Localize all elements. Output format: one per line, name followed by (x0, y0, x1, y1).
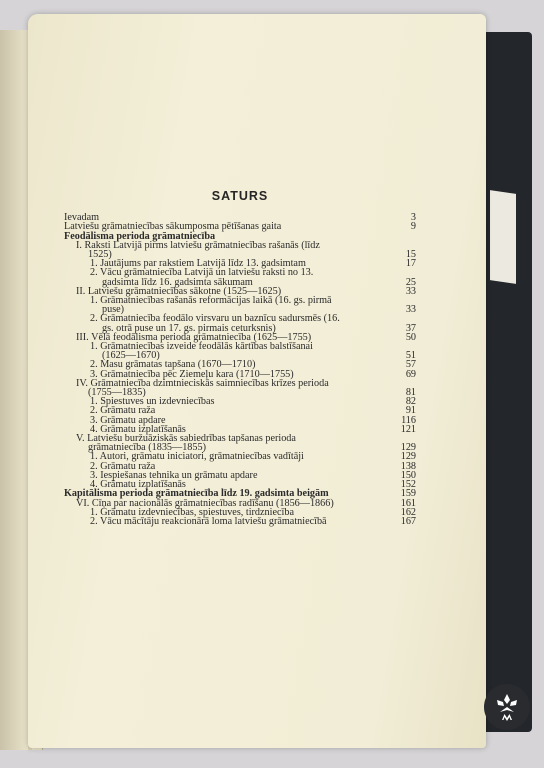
toc-page-number: 50 (405, 331, 416, 343)
toc-entry-text: VI. Cīņa par nacionālās grāmatniecības radīšanu (1856—1866) (76, 497, 334, 509)
toc-page-number: 162 (400, 506, 416, 518)
toc-page-number: 3 (410, 212, 416, 224)
toc-entry-text: Kapitālisma perioda grāmatniecība līdz 19. gadsimta beigām (64, 488, 329, 500)
toc-page-number: 69 (405, 368, 416, 380)
toc-entry-text: 4. Grāmatu izplatīšanās (90, 423, 186, 435)
toc-page-number: 81 (405, 387, 416, 399)
toc-entries (64, 213, 416, 526)
toc-entry-text: (1755—1835) (88, 387, 146, 399)
toc-entry-text: (1625—1670) (102, 350, 160, 362)
toc-entry-text: 1. Autori, grāmatu iniciatori, grāmatniecības vadītāji (90, 451, 304, 463)
toc-entry-text: 2. Vācu mācītāju reakcionārā loma latviešu grāmatniecībā (90, 515, 327, 527)
book-page (28, 14, 486, 748)
toc-page-number: 152 (400, 479, 416, 491)
toc-entry-text: 3. Grāmatu apdare (90, 414, 166, 426)
paper-slip (490, 190, 516, 284)
toc-entry-text: 2. Vācu grāmatniecība Latvijā un latviešu raksti no 13. (90, 267, 314, 279)
table-of-contents (64, 189, 416, 527)
toc-entry-text: 1. Jautājums par rakstiem Latvijā līdz 13. gadsimtam (90, 258, 306, 270)
toc-page-number: 159 (400, 488, 416, 500)
toc-entry-text: V. Latviešu buržuāziskās sabiedrības tapšanas perioda (76, 433, 296, 445)
toc-entry-text: 1525) (88, 249, 112, 261)
toc-entry-text: Ievadam (64, 212, 100, 224)
toc-entry-text: 1. Grāmatniecības izveide feodālās kārtības balstīšanai (90, 341, 313, 353)
toc-entry-text: 3. Grāmatniecība pēc Ziemeļu kara (1710—1755) (90, 368, 294, 380)
toc-entry-text: 4. Grāmatu izplatīšanās (90, 479, 186, 491)
toc-page-number: 138 (400, 460, 416, 472)
toc-page-number: 129 (400, 442, 416, 454)
toc-entry-text: Latviešu grāmatniecības sākumposma pētīšanas gaita (64, 221, 282, 233)
toc-page-number: 57 (405, 359, 416, 371)
toc-entry-text: gadsimta līdz 16. gadsimta sākumam (102, 276, 253, 288)
toc-entry-text: 1. Grāmatu izdevniecības, spiestuves, tirdzniecība (90, 506, 294, 518)
toc-page-number: 116 (401, 414, 416, 426)
toc-entry-text: 2. Masu grāmatas tapšana (1670—1710) (90, 359, 256, 371)
toc-entry-text: 2. Grāmatu raža (90, 405, 156, 417)
toc-page-number: 9 (410, 221, 416, 233)
toc-entry-text: 2. Grāmatniecība feodālo virsvaru un baznīcu sadursmēs (16. (90, 313, 340, 325)
toc-entry (64, 517, 416, 526)
toc-page-number: 25 (405, 276, 416, 288)
toc-page-number: 51 (405, 350, 416, 362)
toc-page-number: 121 (400, 423, 416, 435)
toc-entry-text: III. Vēlā feodālisma perioda grāmatniecība (1625—1755) (76, 331, 312, 343)
toc-page-number: 17 (405, 258, 416, 270)
toc-page-number: 161 (400, 497, 416, 509)
toc-entry-text: IV. Grāmatniecība dzimtnieciskās saimniecības krīzes perioda (76, 377, 329, 389)
toc-page-number: 91 (405, 405, 416, 417)
toc-entry-text: gs. otrā puse un 17. gs. pirmais ceturksnis) (102, 322, 276, 334)
toc-page-number: 129 (400, 451, 416, 463)
toc-entry (64, 241, 416, 250)
watermark-logo (484, 684, 530, 730)
toc-entry-text: 2. Grāmatu raža (90, 460, 156, 472)
toc-page-number: 37 (405, 322, 416, 334)
toc-entry-text: Feodālisma perioda grāmatniecība (64, 230, 216, 242)
toc-page-number: 167 (400, 515, 416, 527)
toc-page-number: 15 (405, 249, 416, 261)
toc-entry-text: 3. Iespiešanas tehnika un grāmatu apdare (90, 469, 258, 481)
toc-entry-text: puse) (102, 304, 125, 316)
toc-entry-text: I. Raksti Latvijā pirms latviešu grāmatniecības rašanās (līdz (76, 239, 320, 251)
flower-icon (492, 690, 522, 724)
page-title: SATURS (211, 189, 269, 203)
toc-page-number: 150 (400, 469, 416, 481)
toc-entry-text: 1. Spiestuves un izdevniecības (90, 396, 215, 408)
toc-entry-text: 1. Grāmatniecības rašanās reformācijas laikā (16. gs. pirmā (90, 295, 332, 307)
toc-page-number: 82 (405, 396, 416, 408)
toc-entry-text: grāmatniecība (1835—1855) (88, 442, 206, 454)
toc-page-number: 33 (405, 285, 416, 297)
toc-entry-text: II. Latviešu grāmatniecības sākotne (1525—1625) (76, 285, 282, 297)
toc-page-number: 33 (405, 304, 416, 316)
